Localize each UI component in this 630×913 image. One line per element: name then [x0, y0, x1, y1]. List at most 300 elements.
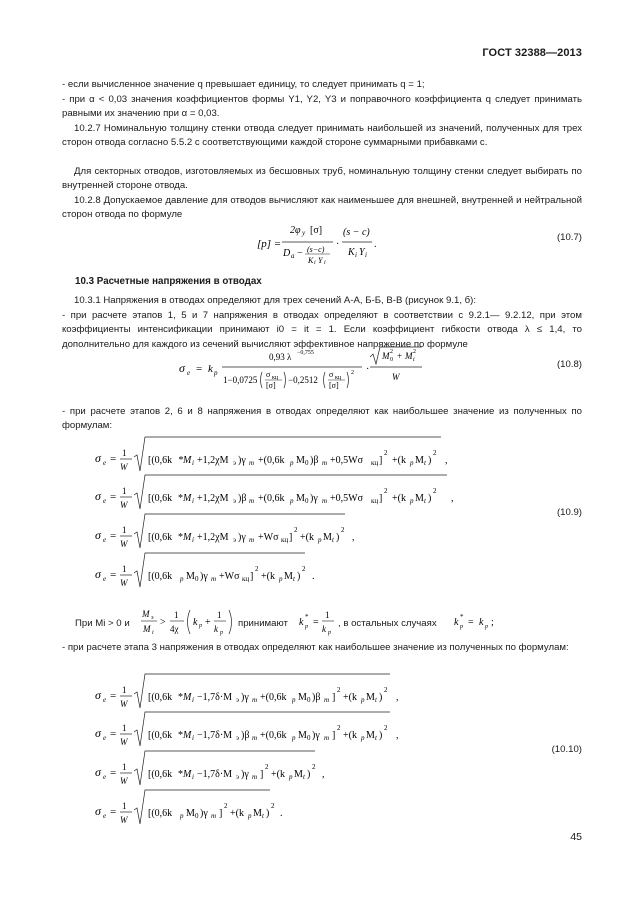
svg-text:m: m — [211, 575, 217, 583]
paragraph — [62, 194, 582, 223]
svg-text:K: K — [308, 256, 314, 265]
svg-text:кц: кц — [335, 375, 342, 381]
svg-text:p: p — [289, 773, 293, 781]
paragraph-text: 10.3.1 Напряжения в отводах определяют для трех сечений А-А, Б-Б, В-В (рисунок 9.1, б): — [74, 295, 477, 306]
svg-text:0: 0 — [307, 734, 311, 742]
svg-text:p: p — [290, 459, 294, 467]
svg-text:4χ: 4χ — [170, 624, 179, 634]
svg-text:1: 1 — [174, 610, 179, 620]
paragraph — [62, 641, 582, 655]
svg-text:σ: σ — [95, 804, 101, 818]
svg-text:e: e — [103, 773, 107, 781]
formula-row — [95, 712, 399, 747]
svg-text:M: M — [183, 455, 192, 466]
svg-text:=: = — [196, 363, 203, 375]
svg-text:m: m — [249, 536, 255, 544]
svg-text:m: m — [322, 459, 328, 467]
svg-text:p: p — [292, 734, 296, 742]
svg-text:]: ] — [260, 769, 264, 780]
svg-text:2: 2 — [341, 526, 345, 534]
svg-text:t: t — [375, 734, 377, 742]
svg-text:]: ] — [332, 692, 336, 703]
svg-text:]: ] — [332, 730, 336, 741]
condition-mid: принимают — [238, 618, 288, 629]
svg-text:k: k — [454, 617, 459, 628]
svg-text:1: 1 — [122, 525, 127, 535]
svg-text:M: M — [366, 692, 375, 703]
svg-text:2: 2 — [312, 763, 316, 771]
svg-text:): ) — [428, 493, 432, 504]
svg-text:)γ: )γ — [241, 692, 249, 703]
svg-text:K: K — [348, 247, 355, 258]
svg-text:y: y — [302, 229, 306, 237]
equation-number: (10.10) — [551, 744, 582, 755]
svg-text:m: m — [252, 734, 258, 742]
svg-text:p: p — [220, 630, 223, 636]
svg-text:i: i — [192, 773, 194, 781]
svg-text:M: M — [294, 769, 303, 780]
paragraph-text: - при расчете этапов 1, 5 и 7 напряжения в отводах определяют в соответствии с 9.2.1— 9.2.12, при этом коэффициенты интенсификации принимают i0 = it = 1. Если коэффициент гибкости отвода λ ≤ 1,4, то дополнительно для каждого из сечений вычисляют эффективное напряжение по формуле — [62, 310, 582, 350]
svg-text:+1,2χM: +1,2χM — [197, 493, 229, 504]
svg-text:*: * — [178, 730, 183, 741]
svg-text:i: i — [192, 696, 194, 704]
svg-text:p: p — [248, 812, 252, 820]
svg-text:k: k — [322, 624, 326, 634]
svg-text:0: 0 — [305, 459, 309, 467]
svg-text:+0,5Wσ: +0,5Wσ — [330, 455, 363, 466]
svg-text:W: W — [392, 372, 400, 382]
svg-text:+(k: +(k — [343, 692, 357, 703]
svg-text:+(0,6k: +(0,6k — [260, 692, 287, 703]
svg-text:e: e — [103, 812, 107, 820]
svg-text:W: W — [120, 462, 128, 472]
svg-text:+(k: +(k — [392, 493, 406, 504]
svg-text:=: = — [110, 728, 117, 740]
paragraph — [62, 294, 582, 308]
paragraph — [62, 93, 582, 122]
formula-row — [95, 751, 325, 786]
svg-text:−1,7δ·M: −1,7δ·M — [197, 769, 233, 780]
equation-10-8 — [0, 345, 630, 395]
formula-row — [95, 674, 399, 709]
equation-number: (10.8) — [556, 359, 582, 370]
svg-text:t: t — [332, 536, 334, 544]
svg-text:): ) — [307, 769, 311, 780]
svg-text:э: э — [236, 734, 240, 742]
svg-text:t: t — [413, 357, 415, 363]
svg-text:M: M — [296, 455, 305, 466]
svg-text:*: * — [178, 493, 183, 504]
svg-text:[σ]: [σ] — [329, 381, 339, 390]
svg-text:(s−c): (s−c) — [307, 245, 325, 254]
svg-text:[(0,6k: [(0,6k — [148, 532, 173, 543]
svg-text:σ: σ — [95, 528, 101, 542]
svg-text:W: W — [120, 578, 128, 588]
svg-text:2: 2 — [255, 565, 259, 573]
svg-text:p: p — [290, 497, 294, 505]
svg-text:кц: кц — [272, 375, 279, 381]
paragraph-text: - при расчете этапов 2, 6 и 8 напряжения в отводах определяют как наибольшее значение из полученных по формулам: — [62, 406, 582, 432]
formula-graphic — [0, 345, 630, 395]
svg-text:)γ: )γ — [238, 455, 246, 466]
svg-text:2: 2 — [384, 724, 388, 732]
svg-text:*: * — [460, 613, 464, 621]
svg-text:]: ] — [289, 532, 293, 543]
svg-text:M: M — [142, 609, 150, 619]
svg-text:)γ: )γ — [241, 769, 249, 780]
svg-text:): ) — [336, 532, 340, 543]
svg-text:=: = — [110, 806, 117, 818]
svg-text:Y: Y — [359, 247, 365, 258]
svg-text:[(0,6k: [(0,6k — [148, 769, 173, 780]
svg-text:+(k: +(k — [230, 808, 244, 819]
svg-text:э: э — [233, 536, 237, 544]
svg-text:)β: )β — [238, 493, 247, 504]
paragraph — [62, 405, 582, 434]
svg-text:W: W — [120, 699, 128, 709]
svg-text:σ: σ — [95, 688, 101, 702]
paragraph-text: 10.2.7 Номинальную толщину стенки отвода следует принимать наибольшей из значений, полученных для трех сторон отвода согласно 5.5.2 с соответствующими каждой стороне суммарными прибавками c. — [62, 123, 582, 149]
svg-text:i: i — [324, 260, 326, 266]
svg-text:1: 1 — [122, 685, 127, 695]
formula-row — [95, 553, 315, 588]
svg-text:t: t — [424, 497, 426, 505]
equation-10-10 — [0, 672, 630, 827]
svg-text:σ: σ — [329, 370, 334, 379]
condition-formula — [0, 604, 630, 640]
svg-text:.: . — [280, 808, 283, 819]
svg-text:M: M — [183, 532, 192, 543]
svg-text:t: t — [303, 773, 305, 781]
svg-text:>: > — [160, 617, 166, 628]
svg-text:*: * — [305, 613, 309, 621]
svg-text:M: M — [323, 532, 332, 543]
svg-text:+Wσ: +Wσ — [258, 532, 279, 543]
svg-text:[(0,6k: [(0,6k — [148, 571, 173, 582]
svg-text:M: M — [382, 351, 390, 361]
svg-text:k: k — [479, 617, 484, 628]
svg-text:t: t — [293, 575, 295, 583]
svg-text:кц: кц — [242, 575, 250, 583]
svg-text:W: W — [120, 539, 128, 549]
svg-text:2: 2 — [433, 487, 437, 495]
svg-text:=: = — [110, 530, 117, 542]
svg-text:2: 2 — [384, 449, 388, 457]
svg-text:1: 1 — [122, 762, 127, 772]
svg-text:+(k: +(k — [271, 769, 285, 780]
svg-text:·: · — [336, 239, 340, 250]
svg-text:+: + — [205, 617, 211, 628]
svg-text:+(k: +(k — [261, 571, 275, 582]
svg-text:;: ; — [491, 617, 494, 628]
svg-text:)β: )β — [310, 455, 319, 466]
svg-text:a: a — [291, 252, 295, 260]
svg-text:D: D — [283, 248, 291, 259]
svg-text:m: m — [249, 497, 255, 505]
svg-text:]: ] — [250, 571, 254, 582]
formula-graphic — [0, 222, 630, 267]
svg-text:−0,755: −0,755 — [297, 350, 314, 356]
svg-text:p: p — [410, 459, 414, 467]
formula-graphic — [0, 672, 630, 827]
formula-row — [95, 475, 454, 510]
equation-10-9 — [0, 435, 630, 590]
svg-text:]: ] — [379, 493, 383, 504]
svg-text:+1,2χM: +1,2χM — [197, 532, 229, 543]
svg-text:M: M — [183, 769, 192, 780]
svg-text:2: 2 — [413, 349, 416, 355]
svg-text:p: p — [305, 624, 308, 630]
svg-text:э: э — [233, 459, 237, 467]
svg-text:2: 2 — [384, 487, 388, 495]
svg-text:0: 0 — [390, 357, 393, 363]
svg-text:p: p — [328, 630, 331, 636]
svg-text:i: i — [192, 536, 194, 544]
equation-number: (10.7) — [556, 232, 582, 243]
svg-text:M: M — [253, 808, 262, 819]
svg-text:M: M — [183, 730, 192, 741]
svg-text:M: M — [143, 624, 151, 634]
svg-text:p: p — [279, 575, 283, 583]
svg-text:0: 0 — [305, 497, 309, 505]
svg-text:,: , — [445, 455, 448, 466]
svg-text:i: i — [192, 459, 194, 467]
svg-text:)γ: )γ — [200, 808, 208, 819]
svg-text:)β: )β — [241, 730, 250, 741]
svg-text:1: 1 — [122, 448, 127, 458]
svg-text:=: = — [110, 569, 117, 581]
svg-text:k: k — [208, 363, 213, 375]
svg-text:2: 2 — [265, 763, 269, 771]
svg-text:=: = — [110, 767, 117, 779]
svg-text:=: = — [110, 491, 117, 503]
svg-text:э: э — [151, 615, 154, 621]
svg-text:i: i — [365, 251, 367, 259]
svg-text:[(0,6k: [(0,6k — [148, 692, 173, 703]
svg-text:p: p — [460, 624, 463, 630]
svg-text:m: m — [252, 696, 258, 704]
svg-text:M: M — [298, 730, 307, 741]
svg-text:[(0,6k: [(0,6k — [148, 493, 173, 504]
svg-text:=: = — [110, 690, 117, 702]
svg-text:2: 2 — [294, 526, 298, 534]
svg-text:σ: σ — [266, 370, 271, 379]
equation-number: (10.9) — [556, 507, 582, 518]
formula-row — [95, 790, 283, 825]
svg-text:[σ]: [σ] — [310, 225, 323, 236]
svg-text:[(0,6k: [(0,6k — [148, 455, 173, 466]
svg-text:)γ: )γ — [238, 532, 246, 543]
svg-text:M: M — [298, 692, 307, 703]
svg-text:W: W — [120, 815, 128, 825]
svg-text:σ: σ — [179, 361, 185, 375]
svg-text:Y: Y — [318, 256, 323, 265]
svg-text:m: m — [249, 459, 255, 467]
svg-text:e: e — [103, 459, 107, 467]
svg-text:m: m — [211, 812, 217, 820]
svg-text:2φ: 2φ — [290, 225, 301, 236]
svg-text:,: , — [451, 493, 454, 504]
svg-text:0,93 λ: 0,93 λ — [269, 352, 292, 362]
svg-text:2: 2 — [384, 686, 388, 694]
svg-text:*: * — [178, 692, 183, 703]
svg-text:+1,2χM: +1,2χM — [197, 455, 229, 466]
paragraph-text: 10.2.8 Допускаемое давление для отводов вычисляют как наименьшее для внешней, внутренней и нейтральной сторон отвода по формуле — [62, 195, 582, 221]
svg-text:)γ: )γ — [200, 571, 208, 582]
svg-text:)γ: )γ — [312, 730, 320, 741]
svg-text:=: = — [468, 617, 474, 628]
svg-text:−1,7δ·M: −1,7δ·M — [197, 692, 233, 703]
svg-text:[σ]: [σ] — [266, 381, 276, 390]
svg-text:M: M — [405, 351, 413, 361]
svg-text:M: M — [284, 571, 293, 582]
svg-text:=: = — [313, 617, 319, 628]
svg-text:i: i — [314, 260, 316, 266]
svg-text:σ: σ — [95, 726, 101, 740]
svg-text:p: p — [361, 696, 365, 704]
svg-text:−0,2512: −0,2512 — [288, 375, 318, 385]
paragraph — [62, 122, 582, 151]
svg-text:M: M — [186, 571, 195, 582]
svg-text:.: . — [374, 239, 377, 250]
svg-text:e: e — [103, 734, 107, 742]
svg-text:+(0,6k: +(0,6k — [258, 455, 285, 466]
svg-text:t: t — [424, 459, 426, 467]
svg-text:[(0,6k: [(0,6k — [148, 808, 173, 819]
svg-text:M: M — [186, 808, 195, 819]
svg-text:+(k: +(k — [392, 455, 406, 466]
svg-text:σ: σ — [95, 489, 101, 503]
svg-text:e: e — [103, 696, 107, 704]
svg-text:p: p — [318, 536, 322, 544]
svg-text:(s − c): (s − c) — [343, 227, 370, 238]
svg-text:]: ] — [379, 455, 383, 466]
svg-text:+: + — [397, 351, 403, 361]
svg-text:): ) — [379, 730, 383, 741]
svg-text:2: 2 — [271, 802, 275, 810]
svg-text:[(0,6k: [(0,6k — [148, 730, 173, 741]
svg-text:1: 1 — [122, 723, 127, 733]
svg-text:)γ: )γ — [310, 493, 318, 504]
condition-line — [0, 604, 630, 640]
svg-text:p: p — [292, 696, 296, 704]
svg-text:+(k: +(k — [300, 532, 314, 543]
svg-text:*: * — [178, 532, 183, 543]
svg-text:): ) — [266, 808, 270, 819]
formula-row — [95, 437, 448, 472]
document-header: ГОСТ 32388—2013 — [482, 47, 582, 59]
svg-text:кц: кц — [371, 497, 379, 505]
svg-text:p: p — [485, 624, 488, 630]
section-title: 10.3 Расчетные напряжения в отводах — [75, 276, 262, 287]
svg-text:=: = — [110, 453, 117, 465]
page-number: 45 — [570, 831, 582, 843]
paragraph — [62, 78, 582, 92]
svg-text:2: 2 — [337, 724, 341, 732]
svg-text:t: t — [262, 812, 264, 820]
svg-text:M: M — [183, 493, 192, 504]
condition-pre: При Mi > 0 и — [75, 618, 130, 629]
paragraph-text: - при расчете этапа 3 напряжения в отводах определяют как наибольшее значение из полученных по формулам: — [62, 642, 569, 653]
svg-text:+(0,6k: +(0,6k — [260, 730, 287, 741]
paragraph-text: Для секторных отводов, изготовляемых из бесшовных труб, номинальную толщину стенки следует выбирать по внутренней стороне отвода. — [62, 166, 582, 192]
svg-text:p: p — [214, 369, 218, 377]
svg-text:k: k — [193, 617, 198, 628]
svg-text:0: 0 — [195, 575, 199, 583]
svg-text:э: э — [236, 696, 240, 704]
svg-text:e: e — [103, 536, 107, 544]
svg-text:W: W — [120, 737, 128, 747]
svg-text:,: , — [322, 769, 325, 780]
svg-text:e: e — [187, 369, 191, 377]
svg-text:)β: )β — [312, 692, 321, 703]
svg-text:i: i — [355, 251, 357, 259]
svg-text:σ: σ — [95, 567, 101, 581]
svg-text:+0,5Wσ: +0,5Wσ — [330, 493, 363, 504]
svg-text:e: e — [103, 575, 107, 583]
svg-text:i: i — [192, 734, 194, 742]
svg-text:i: i — [192, 497, 194, 505]
svg-text:M: M — [366, 730, 375, 741]
svg-text:m: m — [322, 497, 328, 505]
svg-text:p: p — [410, 497, 414, 505]
svg-text:*: * — [178, 769, 183, 780]
paragraph-text: - при α < 0,03 значения коэффициентов формы Y1, Y2, Y3 и поправочного коэффициента q следует принимать равными их значению при α = 0,03. — [62, 94, 582, 120]
svg-text:1: 1 — [325, 610, 330, 620]
svg-text:,: , — [396, 730, 399, 741]
svg-text:0: 0 — [195, 812, 199, 820]
formula-graphic — [0, 435, 630, 590]
svg-text:]: ] — [219, 808, 223, 819]
svg-text:−: − — [297, 248, 303, 259]
svg-text:σ: σ — [95, 451, 101, 465]
svg-text:1: 1 — [217, 610, 222, 620]
svg-text:1: 1 — [122, 486, 127, 496]
svg-text:,: , — [352, 532, 355, 543]
svg-text:M: M — [415, 493, 424, 504]
svg-text:p: p — [180, 575, 184, 583]
formula-row — [95, 514, 355, 549]
svg-text:): ) — [379, 692, 383, 703]
svg-text:2: 2 — [224, 802, 228, 810]
svg-text:−1,7δ·M: −1,7δ·M — [197, 730, 233, 741]
svg-text:[p] =: [p] = — [257, 238, 282, 250]
svg-text:p: p — [361, 734, 365, 742]
svg-text:2: 2 — [433, 449, 437, 457]
svg-text:2: 2 — [351, 370, 354, 376]
svg-text:2: 2 — [302, 565, 306, 573]
svg-text:p: p — [199, 623, 202, 629]
svg-text:M: M — [296, 493, 305, 504]
svg-text:0: 0 — [307, 696, 311, 704]
svg-text:кц: кц — [281, 536, 289, 544]
svg-text:k: k — [214, 624, 218, 634]
svg-text:M: M — [183, 692, 192, 703]
svg-text:э: э — [233, 497, 237, 505]
svg-text:*: * — [178, 455, 183, 466]
svg-text:+Wσ: +Wσ — [219, 571, 240, 582]
paragraph — [62, 165, 582, 194]
svg-text:): ) — [297, 571, 301, 582]
svg-text:2: 2 — [390, 349, 393, 355]
equation-10-7 — [0, 222, 630, 267]
svg-text:2: 2 — [337, 686, 341, 694]
paragraph-text: - если вычисленное значение q превышает единицу, то следует принимать q = 1; — [62, 79, 425, 90]
svg-text:t: t — [375, 696, 377, 704]
svg-text:,: , — [396, 692, 399, 703]
svg-text:кц: кц — [371, 459, 379, 467]
svg-text:1: 1 — [122, 564, 127, 574]
